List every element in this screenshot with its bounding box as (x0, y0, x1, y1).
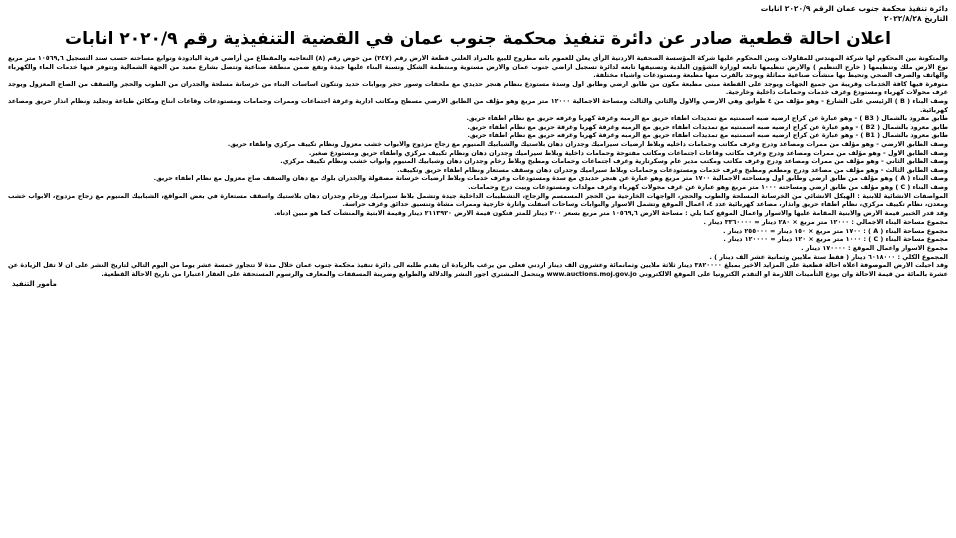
body-paragraph: طابق مفرود بالشمال ( B3 ) - وهو عبارة عن كراج ارضيه صبه اسمنتيه مع تمديدات اطفاء حريق مع الرمبه وغرفة كهربا وغرفه حريق مع نظام اطفاء حريق. (466, 114, 948, 123)
total-row: المجموع الكلي : ٦٠١٨٠٠٠ دينار ( فقط ستة ملايين وثمانية عشر الف دينار ) . (709, 252, 948, 261)
body-paragraph: والمتكونة بين المحكوم لها شركة المهندس للمقاولات وبين المحكوم عليها شركة المؤسسة الصحفية الاردنية الرأي يعلن للعموم بانه مطروح للبيع بالمزاد العلني قطعة الارض رقم (٢٤٧) من حوض رقم (٨) النعاجيه والمقطاع من أراضي قرية اليادودة وتوابع مساحته حسب سند التسجيل ١٠٥٦٩,٦ متر مربع نوع الارض ملك وتنظيمها ( خارج التنظيم ) والارض تنظيمها تابعه لوزارة الشؤون البلدية وتصنيفها تابعه لدائرة تسجيل اراضي جنوب عمان والارض مستوية ومنتظمة الشكل ونسبة البناء عليها جيدة وتقع ضمن منطقة صناعية وتتصل بشارع معبد من الجهة الشمالية وتتوفر فيها خدمات الماء والكهرباء والهاتف والصرف الصحي وتحيط بها منشآت صناعية مماثلة ويوجد بالقرب منها مطبعة ومستودعات واشياء مختلفة. (8, 54, 948, 80)
total-row: مجموع الاسوار واعمال الموقع : ١٧٠٠٠٠ دينار . (801, 244, 948, 253)
body-paragraph: وصف الطابق الارضي - وهو مؤلف من ممرات ومصاعد ودرج وغرف مكاتب وحمامات داخليه وبلاط ارضيات سيراميك وجدران دهان بلاستيك والشبابيك المنيوم مع زجاج مزدوج والابواب خشب معزول ونظام تكييف مركزي واطفاء حريق. (227, 139, 948, 148)
body-paragraph: وصف الطابق الثاني - وهو مؤلف من ممرات ومصاعد ودرج وغرف مكاتب ومكتب مدير عام وسكرتارية وغرف اجتماعات وحمامات ومطبخ وبلاط رخام وجدران دهان وشبابيك المنيوم وابواب خشب ونظام تكييف مركزي. (280, 157, 948, 166)
total-row: مجموع مساحة البناء ( A ) : ١٧٠٠ متر مربع × ١٥٠ دينار = ٢٥٥٠٠٠ دينار . (723, 226, 948, 235)
page-title: اعلان احالة قطعية صادر عن دائرة تنفيذ محكمة جنوب عمان في القضية التنفيذية رقم ٢٠٢٠/٩ انابات (65, 29, 891, 49)
body-paragraph: وقد قدر الخبير قيمة الارض والابنية المقامة عليها والاسوار واعمال الموقع كما يلي : مساحة الارض ١٠٥٦٩,٦ متر مربع بسعر ٢٠٠ دينار للمتر فتكون قيمة الارض ٢١١٣٩٢٠ دينار وقيمة الابنية والمنشآت كما هو مبين ادناه. (274, 208, 948, 217)
body-paragraph: وصف البناء ( B ) الرئيسي على الشارع - وهو مؤلف من ٤ طوابق وهي الارضي والاول والثاني والثالث ومساحة الاجمالية ١٢٠٠٠ متر مربع وهو مؤلف من الطابق الارضي مسطح ومكاتب ادارية وغرفة اجتماعات وممرات وحمامات ومستودعات وقاعات انتاج ومكائن طباعة وتجليد ونظام انذار حريق ومصاعد كهربائية. (8, 96, 948, 114)
body-paragraph: وصف الطابق الثالث - وهو مؤلف من مصاعد ودرج ومطعم ومطبخ وغرف خدمات ومستودعات وحمامات وبلاط سيراميك وجدران دهان وسقف مستعار ونظام اطفاء حريق وتكييف. (397, 165, 948, 174)
date-line: التاريخ ٢٠٢٢/٨/٢٨ (884, 14, 948, 23)
body-paragraph: طابق معرود بالشمال ( B1 ) - وهو عبارة عن كراج ارضيه صبه اسمنتيه مع تمديدات اطفاء حريق مع الرمبه وغرفة كهربا وغرفه حريق مع نظام اطفاء حريق. (467, 131, 948, 140)
total-row: مجموع مساحة البناء الاجمالي : ١٢٠٠٠ متر مربع × ٢٨٠ دينار = ٣٣٦٠٠٠٠ دينار . (703, 218, 948, 227)
body-paragraph: المواصفات الانشائية للابنية : الهيكل الانشائي من الخرسانة المسلحة والطوب والحجر، الواجهات الخارجية من الحجر المسمسم والزجاج، التشطيبات الداخلية جيدة وتشمل بلاط سيراميك ورخام وجدران دهان بلاستيك واسقف مستعارة في بعض المواقع، الشبابيك المنيوم مع زجاج مزدوج، الابواب خشب ومعدن، نظام تكييف مركزي، نظام اطفاء حريق وانذار، مصاعد كهربائية عدد ٤، اعمال الموقع وتشمل الاسوار والبوابات وساحات اسفلت وانارة خارجية وممرات مشاة وتنسيق حدائق وغرف حراسة. (8, 191, 948, 209)
body-paragraph: طابق معرود بالشمال ( B2 ) - وهو عبارة عن كراج ارضيه صبه اسمنتيه مع تمديدات اطفاء حريق مع الرمبه وغرفة كهربا وغرفة حريق مع نظام اطفاء حريق. (467, 122, 948, 131)
total-row: مجموع مساحة البناء ( C ) : ١٠٠٠ متر مربع × ١٢٠ دينار = ١٢٠٠٠٠ دينار . (723, 235, 948, 244)
valuation-totals (8, 218, 948, 261)
document-header (8, 4, 948, 24)
signature-line: مأمور التنفيذ (12, 280, 57, 289)
announcement-body (8, 54, 948, 217)
body-paragraph: وصف الطابق الاول - وهو مؤلف من ممرات ومصاعد ودرج وغرف مكاتب وقاعات اجتماعات ومكاتب مفتوحة وحمامات داخلية وبلاط سيراميك وجدران دهان ونظام تكييف مركزي واطفاء حريق ومستودع صغير. (308, 148, 948, 157)
reference-line: دائرة تنفيذ محكمة جنوب عمان الرقم ٢٠٢٠/٩ انابات (760, 4, 948, 13)
body-paragraph: وصف البناء ( C ) وهو مؤلف من طابق ارضي ومساحته ١٠٠٠ متر مربع وهو عبارة عن غرف محولات كهرباء وغرف مولدات ومستودعات وبيت درج وحمامات. (468, 182, 948, 191)
body-paragraph: وصف البناء ( A ) وهو مؤلف من طابق ارضي وطابق اول ومساحته الاجمالية ١٧٠٠ متر مربع وهو عبارة عن هنجر حديدي مع سدة ومستودعات وغرف خدمات وبلاط ارضيات خرسانة مصقولة والجدران بلوك مع دهان والسقف صاج معزول مع نظام اطفاء حريق. (153, 174, 948, 183)
closing-paragraph: وقد احيلت الارض الموصوفة اعلاه احالة قطعية على المزايد الاخير بمبلغ ٣٨٢٠٠٠٠ دينار ثلاثة ملايين وثمانمائة وعشرون الف دينار اردني فعلى من يرغب بالزيادة ان يقدم طلبه الى دائرة تنفيذ محكمة جنوب عمان خلال مدة لا تتجاوز خمسة عشر يوما من اليوم التالي لتاريخ النشر على ان لا تقل الزيادة عن عشرة بالمائة من قيمة الاحالة وان يودع التأمينات اللازمة او التقدم الكترونيا على الموقع الالكتروني www.auctions.moj.gov.jo ويتحمل المشتري اجور النشر والدلالة والطوابع وضريبة المسقفات والمعارف والرسوم المستحقة على العقار اعتبارا من تاريخ الاحالة القطعية. (8, 261, 948, 278)
body-paragraph: متوفرة فيها كافة الخدمات وقريبة من جميع الجهات ويوجد على القطعة مبنى مطبعة مكون من طابق ارضي وطابق اول وسدة مستودع بنظام هنجر حديدي مع ملحقات وسور حجر وبوابات حديد وتتكون اساسات البناء من خرسانة مسلحة والجدران من الطوب والحجر والسقف من الصاج المعزول ويوجد غرف محولات كهرباء ومستودع وغرف خدمات وحمامات داخلية وخارجية. (8, 79, 948, 97)
